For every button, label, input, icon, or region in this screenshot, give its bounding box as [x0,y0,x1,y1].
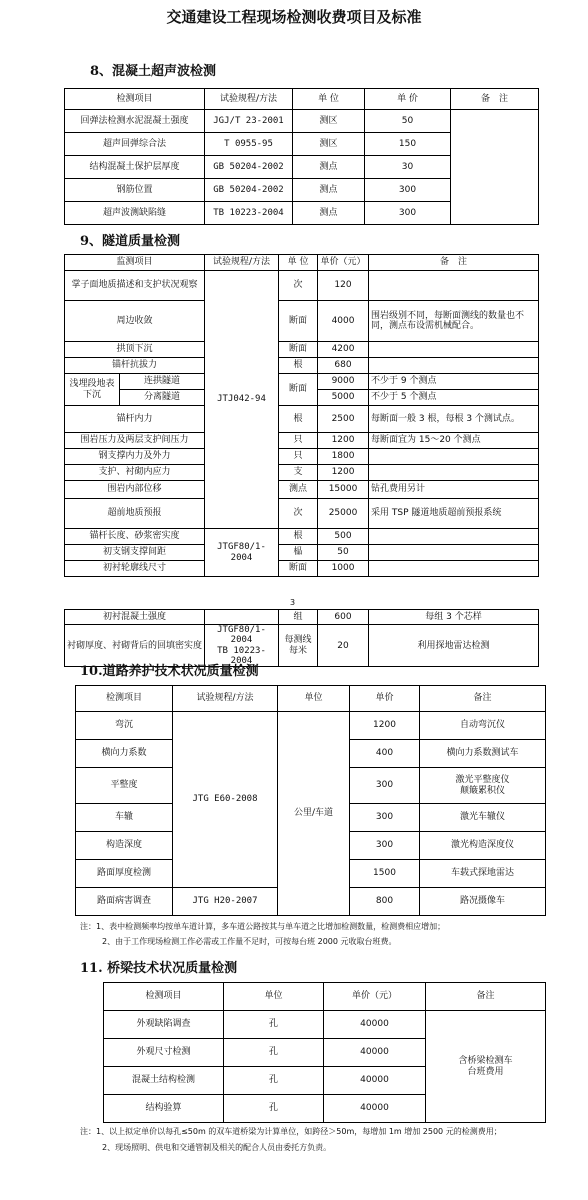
remark-cell: 围岩级别不同，每断面测线的数量也不同，测点布设需机械配合。 [369,301,539,342]
remark-cell [369,358,539,374]
header-cell: 备 注 [451,89,539,110]
remark-cell [369,545,539,561]
item-cell: 横向力系数 [76,740,173,768]
standard-cell: JTG E60-2008 [173,712,278,888]
price-cell: 800 [350,888,420,916]
header-cell: 单 位 [293,89,365,110]
remark-cell: 每断面宜为 15～20 个测点 [369,433,539,449]
price-cell: 300 [350,768,420,804]
road-maintenance-table [75,685,546,916]
header-cell: 监测项目 [65,255,205,271]
standard-cell [205,610,279,625]
section-8-heading: 8、混凝土超声波检测 [90,64,217,79]
unit-cell: 测区 [293,133,365,156]
price-cell: 2500 [318,406,369,433]
price-cell: 15000 [318,481,369,499]
remark-cell [369,529,539,545]
section-11-note-1: 注：1、以上拟定单价以每孔≤50m 的双车道桥梁为计算单位，如跨径＞50m，每增加 1m 增加 2500 元的检测费用； [80,1127,502,1136]
table-row [65,271,539,301]
section-10-heading: 10.道路养护技术状况质量检测 [80,664,259,679]
remark-cell [369,561,539,577]
item-cell: 周边收敛 [65,301,205,342]
header-cell: 试验规程/方法 [205,255,279,271]
section-11-note-2: 2、现场照明、供电和交通管制及相关的配合人员由委托方负责。 [102,1143,332,1152]
unit-cell: 支 [279,465,318,481]
price-cell: 1200 [350,712,420,740]
item-cell: 钢支撑内力及外力 [65,449,205,465]
item-cell: 路面厚度检测 [76,860,173,888]
remark-cell: 采用 TSP 隧道地质超前预报系统 [369,499,539,529]
standard-cell: JTGF80/1-2004 [205,529,279,577]
unit-cell: 断面 [279,301,318,342]
header-cell: 单价（元） [318,255,369,271]
standard-line: TB 10223- 2004 [217,645,266,667]
price-cell: 400 [350,740,420,768]
unit-cell: 根 [279,358,318,374]
header-cell: 单价 [350,686,420,712]
remark-cell: 车载式探地雷达 [420,860,546,888]
item-cell: 结构混凝土保护层厚度 [65,156,205,179]
price-cell: 40000 [324,1067,426,1095]
item-cell: 结构验算 [104,1095,224,1123]
section-10-note-2: 2、由于工作现场检测工作必需或工作量不足时，可按每台班 2000 元收取台班费。 [102,937,397,946]
section-9-heading: 9、隧道质量检测 [80,234,181,249]
price-cell: 40000 [324,1011,426,1039]
table-row [65,481,539,499]
header-cell: 检测项目 [76,686,173,712]
header-cell: 备注 [426,983,546,1011]
remark-cell [369,465,539,481]
price-cell: 9000 [318,374,369,390]
remark-cell: 利用探地雷达检测 [369,625,539,667]
unit-cell: 榀 [279,545,318,561]
header-cell: 试验规程/方法 [173,686,278,712]
remark-cell [369,342,539,358]
standard-cell: JTG H20-2007 [173,888,278,916]
remark-cell: 不少于 9 个测点 [369,374,539,390]
unit-cell: 只 [279,433,318,449]
price-cell: 150 [365,133,451,156]
price-cell: 600 [318,610,369,625]
item-cell: 衬砌厚度、衬砌背后的回填密实度 [65,625,205,667]
table-row [65,342,539,358]
item-cell: 外观尺寸检测 [104,1039,224,1067]
standard-cell: JGJ/T 23-2001 [205,110,293,133]
price-cell: 300 [350,804,420,832]
unit-cell: 孔 [224,1011,324,1039]
bridge-technical-table [103,982,546,1123]
section-10-note-1: 注：1、表中检测频率均按单车道计算，多车道公路按其与单车道之比增加检测数量，检测费相应增加； [80,922,446,931]
unit-cell: 根 [279,529,318,545]
remark-cell [369,271,539,301]
item-cell: 超声波测缺陷缝 [65,202,205,225]
table-row [65,433,539,449]
sub-item-cell: 连拱隧道 [120,374,205,390]
unit-cell: 次 [279,499,318,529]
table-row [65,465,539,481]
remark-cell: 不少于 5 个测点 [369,390,539,406]
header-cell: 单 价 [365,89,451,110]
item-cell: 围岩内部位移 [65,481,205,499]
remark-cell: 自动弯沉仪 [420,712,546,740]
price-cell: 4000 [318,301,369,342]
item-cell: 超前地质预报 [65,499,205,529]
price-cell: 1200 [318,465,369,481]
item-cell: 路面病害调查 [76,888,173,916]
item-cell: 钢筋位置 [65,179,205,202]
table-row [65,406,539,433]
price-cell: 30 [365,156,451,179]
item-cell: 掌子面地质描述和支护状况观察 [65,271,205,301]
table-row [65,529,539,545]
item-cell: 初支钢支撑间距 [65,545,205,561]
remark-cell [451,110,539,225]
table-row [65,545,539,561]
standard-cell: GB 50204-2002 [205,179,293,202]
unit-cell: 测点 [279,481,318,499]
remark-cell: 含桥梁检测车 台班费用 [426,1011,546,1123]
unit-cell: 每测线每米 [279,625,318,667]
standard-cell: GB 50204-2002 [205,156,293,179]
unit-cell: 孔 [224,1095,324,1123]
table-row [65,449,539,465]
header-cell: 单位 [224,983,324,1011]
table-row [65,561,539,577]
item-cell: 平整度 [76,768,173,804]
header-cell: 试验规程/方法 [205,89,293,110]
standard-line: JTGF80/1-2004 [217,625,266,646]
header-cell: 检测项目 [104,983,224,1011]
standard-cell: JTJ042-94 [205,271,279,529]
table-row [65,358,539,374]
price-cell: 120 [318,271,369,301]
item-cell: 超声回弹综合法 [65,133,205,156]
unit-cell: 组 [279,610,318,625]
unit-cell: 测点 [293,179,365,202]
unit-cell: 根 [279,406,318,433]
table-row [76,712,546,740]
table-header-row [65,89,539,110]
header-cell: 检测项目 [65,89,205,110]
price-cell: 4200 [318,342,369,358]
remark-cell: 每组 3 个芯样 [369,610,539,625]
price-cell: 40000 [324,1095,426,1123]
item-cell: 锚杆抗拔力 [65,358,205,374]
item-cell: 弯沉 [76,712,173,740]
price-cell: 20 [318,625,369,667]
standard-cell: TB 10223-2004 [205,202,293,225]
header-cell: 备 注 [369,255,539,271]
tunnel-quality-table [64,254,539,577]
price-cell: 1800 [318,449,369,465]
price-cell: 300 [365,202,451,225]
table-row [65,301,539,342]
price-cell: 680 [318,358,369,374]
unit-cell: 测点 [293,202,365,225]
price-cell: 40000 [324,1039,426,1067]
item-cell: 回弹法检测水泥混凝土强度 [65,110,205,133]
item-cell: 车辙 [76,804,173,832]
item-cell: 混凝土结构检测 [104,1067,224,1095]
unit-cell: 公里/车道 [278,712,350,916]
item-cell: 锚杆内力 [65,406,205,433]
price-cell: 300 [350,832,420,860]
item-cell: 初衬混凝土强度 [65,610,205,625]
item-cell: 拱顶下沉 [65,342,205,358]
header-cell: 备注 [420,686,546,712]
page-number: 3 [290,598,296,607]
price-cell: 50 [365,110,451,133]
tunnel-quality-table-continued [64,609,539,667]
price-cell: 1000 [318,561,369,577]
remark-cell: 每断面一般 3 根，每根 3 个测试点。 [369,406,539,433]
remark-cell: 路况摄像车 [420,888,546,916]
item-cell: 浅埋段地表下沉 [65,374,120,406]
section-11-heading: 11. 桥梁技术状况质量检测 [80,961,238,976]
unit-cell: 测点 [293,156,365,179]
unit-cell: 孔 [224,1039,324,1067]
price-cell: 1200 [318,433,369,449]
unit-cell: 孔 [224,1067,324,1095]
header-cell: 单 位 [279,255,318,271]
unit-cell: 只 [279,449,318,465]
remark-cell: 激光平整度仪 颠簸累积仪 [420,768,546,804]
price-cell: 50 [318,545,369,561]
table-row [65,499,539,529]
table-row [65,374,539,390]
remark-cell: 横向力系数测试车 [420,740,546,768]
remark-cell [369,449,539,465]
sub-item-cell: 分离隧道 [120,390,205,406]
item-cell: 围岩压力及两层支护间压力 [65,433,205,449]
remark-cell: 激光车辙仪 [420,804,546,832]
standard-cell: T 0955-95 [205,133,293,156]
remark-cell: 钻孔费用另计 [369,481,539,499]
item-cell: 支护、衬砌内应力 [65,465,205,481]
unit-cell: 断面 [279,342,318,358]
table-row [104,1011,546,1039]
unit-cell: 次 [279,271,318,301]
table-header-row [76,686,546,712]
remark-cell: 激光构造深度仪 [420,832,546,860]
item-cell: 外观缺陷调查 [104,1011,224,1039]
unit-cell: 断面 [279,374,318,406]
header-cell: 单价（元） [324,983,426,1011]
price-cell: 25000 [318,499,369,529]
table-row [65,110,539,133]
price-cell: 5000 [318,390,369,406]
unit-cell: 测区 [293,110,365,133]
header-cell: 单位 [278,686,350,712]
price-cell: 1500 [350,860,420,888]
unit-cell: 断面 [279,561,318,577]
item-cell: 构造深度 [76,832,173,860]
table-row [65,610,539,625]
item-cell: 初衬轮廓线尺寸 [65,561,205,577]
table-header-row [65,255,539,271]
price-cell: 500 [318,529,369,545]
concrete-ultrasonic-table [64,88,539,225]
item-cell: 锚杆长度、砂浆密实度 [65,529,205,545]
table-header-row [104,983,546,1011]
document-title: 交通建设工程现场检测收费项目及标准 [166,8,422,26]
price-cell: 300 [365,179,451,202]
